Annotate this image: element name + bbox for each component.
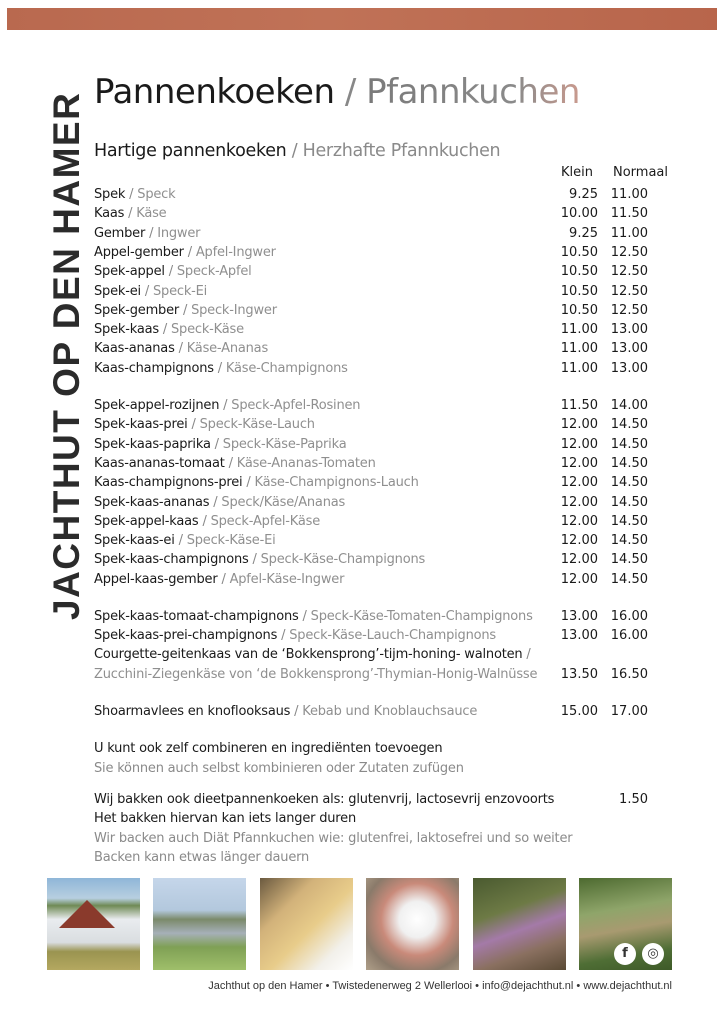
item-name-nl: Gember: [94, 225, 146, 241]
price-normaal: 13.00: [610, 322, 648, 338]
item-separator: /: [145, 225, 158, 241]
item-name-de: Speck-Käse-Lauch-Champignons: [289, 628, 497, 643]
item-name-de: Zucchini-Ziegenkäse von ‘de Bokkensprong’-Thymian-Honig-Walnüsse: [94, 667, 538, 682]
item-name-de: Käse-Ananas: [186, 341, 269, 357]
price-klein: 12.00: [560, 417, 598, 433]
item-name-nl: Spek-kaas-paprika: [94, 436, 211, 452]
menu-item: [94, 435, 346, 454]
price-normaal: 12.50: [610, 264, 648, 280]
item-separator: /: [179, 302, 192, 318]
price-klein: 12.00: [560, 533, 598, 549]
item-name-nl: Courgette-geitenkaas van de ‘Bokkensprong’-tijm-honing- walnoten: [94, 647, 523, 662]
item-name-de: Ingwer: [157, 225, 201, 241]
price-klein: 12.00: [560, 513, 598, 529]
price-normaal: 14.50: [610, 475, 648, 491]
item-name-de: Speck-Käse-Tomaten-Champignons: [310, 609, 533, 624]
menu-item: [94, 570, 344, 589]
price-normaal: 16.50: [610, 667, 648, 682]
item-separator: /: [174, 533, 187, 549]
item-name-de: Speck/Käse/Ananas: [221, 494, 346, 510]
item-separator: /: [210, 436, 223, 452]
instagram-icon[interactable]: ◎: [642, 943, 664, 965]
note-diet-de: Wir backen auch Diät Pfannkuchen wie: glutenfrei, laktosefrei und so weiter: [94, 831, 573, 846]
item-name-de: Kebab und Knoblauchsauce: [302, 704, 478, 719]
item-separator: /: [217, 571, 230, 587]
price-normaal: 12.50: [610, 302, 648, 318]
price-normaal: 11.00: [610, 225, 648, 241]
price-klein: 11.00: [560, 322, 598, 338]
menu-item: [94, 473, 419, 492]
item-separator: /: [183, 244, 196, 260]
item-name-nl: Appel-kaas-gember: [94, 571, 218, 587]
price-normaal: 11.00: [610, 187, 648, 202]
column-header-normaal: Normaal: [613, 165, 669, 180]
item-name-nl: Spek-kaas-champignons: [94, 552, 249, 568]
item-name-de: Käse-Ananas-Tomaten: [236, 455, 376, 471]
price-klein: 9.25: [569, 187, 598, 202]
price-normaal: 14.50: [610, 533, 648, 549]
menu-item: [94, 224, 200, 243]
photo-terrace-guests: [473, 878, 566, 970]
item-name-nl: Kaas-champignons-prei: [94, 475, 243, 491]
brand-vertical-title: JACHTHUT OP DEN HAMER: [46, 91, 87, 620]
section-heading-de: Herzhafte Pfannkuchen: [302, 141, 501, 161]
item-name-nl: Spek-appel-kaas: [94, 513, 203, 529]
item-separator: /: [209, 494, 222, 510]
item-name-nl: Spek-kaas: [94, 322, 159, 338]
item-separator: /: [202, 513, 211, 529]
item-name-de: Speck-Käse-Ei: [186, 533, 276, 549]
item-separator: /: [213, 360, 226, 376]
photo-restaurant-building: [47, 878, 140, 970]
section-heading-nl: Hartige pannenkoeken: [94, 141, 287, 161]
item-name-de: Speck: [137, 187, 176, 202]
item-separator: /: [174, 341, 187, 357]
price-klein: 12.00: [560, 552, 598, 568]
note-diet-nl: Wij bakken ook dieetpannenkoeken als: glutenvrij, lactosevrij enzovoorts: [94, 792, 555, 807]
section-heading-separator: /: [286, 141, 303, 161]
section-heading: [94, 141, 500, 161]
item-name-nl: Spek-gember: [94, 302, 180, 318]
photo-pancake-dish: [366, 878, 459, 970]
price-klein: 12.00: [560, 436, 598, 452]
price-normaal: 16.00: [610, 628, 648, 643]
note-combine-nl: U kunt ook zelf combineren en ingrediënten toevoegen: [94, 741, 443, 756]
facebook-icon[interactable]: f: [614, 943, 636, 965]
note-diet-nl-2: Het bakken hiervan kan iets langer duren: [94, 811, 356, 826]
item-name-nl: Spek: [94, 187, 126, 202]
note-diet-de-2: Backen kann etwas länger dauern: [94, 850, 310, 865]
menu-item: [94, 415, 315, 434]
menu-item-shoarma: [94, 702, 477, 721]
price-normaal: 13.00: [610, 360, 648, 376]
price-klein: 10.50: [560, 283, 598, 299]
menu-item: [94, 396, 360, 415]
item-name-de: Käse-Champignons-Lauch: [254, 475, 419, 491]
item-name-nl: Kaas-ananas-tomaat: [94, 455, 229, 471]
item-name-de: Speck-Apfel-Käse: [210, 513, 321, 529]
price-normaal: 14.50: [610, 455, 648, 471]
price-normaal: 14.50: [610, 571, 648, 587]
menu-item: [94, 262, 252, 281]
price-normaal: 17.00: [610, 704, 648, 719]
menu-item: [94, 339, 268, 358]
photo-syrup-jar: [260, 878, 353, 970]
menu-item-courgette-nl: [94, 645, 531, 664]
item-name-de: Speck-Käse-Lauch: [199, 417, 315, 433]
item-separator: /: [248, 552, 261, 568]
menu-item-courgette-de: [94, 665, 537, 684]
menu-item: [94, 493, 345, 512]
item-separator: /: [158, 322, 171, 338]
menu-item: [94, 243, 276, 262]
menu-item: [94, 607, 533, 626]
price-normaal: 14.00: [610, 398, 648, 413]
item-name-de: Apfel-Käse-Ingwer: [229, 571, 345, 587]
note-combine-de: Sie können auch selbst kombinieren oder Zutaten zufügen: [94, 761, 464, 776]
item-separator: /: [242, 475, 255, 491]
item-name-de: Speck-Ei: [152, 283, 208, 299]
footer-contact: Jachthut op den Hamer • Twistedenerweg 2 Wellerlooi • info@dejachthut.nl • www.dejachthut.nl: [208, 980, 672, 992]
price-klein: 10.50: [560, 264, 598, 280]
price-klein: 11.50: [560, 398, 598, 413]
menu-item: [94, 454, 376, 473]
price-klein: 11.00: [560, 341, 598, 357]
title-separator: /: [334, 72, 367, 112]
item-name-de: Speck-Ingwer: [191, 302, 277, 318]
item-separator: /: [164, 264, 177, 280]
item-separator: /: [228, 455, 237, 471]
item-name-de: Speck-Käse-Champignons: [260, 552, 426, 568]
item-name-nl: Shoarmavlees en knoflooksaus: [94, 704, 291, 719]
item-separator: /: [124, 206, 137, 222]
item-name-nl: Kaas: [94, 206, 125, 222]
price-klein: 13.00: [560, 628, 598, 643]
top-accent-bar: [7, 8, 717, 30]
item-name-nl: Spek-kaas-ei: [94, 533, 175, 549]
menu-item: [94, 185, 175, 204]
menu-item: [94, 531, 276, 550]
menu-item: [94, 359, 348, 378]
price-normaal: 14.50: [610, 494, 648, 510]
price-klein: 9.25: [569, 225, 598, 241]
price-normaal: 14.50: [610, 552, 648, 568]
price-normaal: 16.00: [610, 609, 648, 624]
item-name-de: Käse: [136, 206, 167, 222]
title-nl: Pannenkoeken: [94, 72, 335, 112]
menu-item: [94, 320, 244, 339]
menu-item: [94, 301, 277, 320]
item-name-de: Käse-Champignons: [225, 360, 348, 376]
menu-item: [94, 204, 166, 223]
item-name-nl: Kaas-champignons: [94, 360, 214, 376]
price-klein: 10.50: [560, 244, 598, 260]
item-separator: /: [277, 628, 290, 643]
item-name-de: Speck-Apfel: [176, 264, 252, 280]
item-name-nl: Spek-appel: [94, 264, 165, 280]
price-normaal: 11.50: [610, 206, 648, 222]
item-name-de: Speck-Käse-Paprika: [222, 436, 347, 452]
item-name-de: Apfel-Ingwer: [195, 244, 276, 260]
item-name-nl: Spek-kaas-tomaat-champignons: [94, 609, 299, 624]
price-klein: 10.00: [560, 206, 598, 222]
column-header-klein: Klein: [561, 165, 593, 180]
item-separator: /: [290, 704, 303, 719]
price-klein: 12.00: [560, 571, 598, 587]
price-klein: 13.50: [560, 667, 598, 682]
menu-item: [94, 626, 496, 645]
item-name-nl: Spek-kaas-prei: [94, 417, 188, 433]
page-title: [94, 72, 580, 112]
item-name-nl: Spek-ei: [94, 283, 141, 299]
item-separator: /: [140, 283, 153, 299]
item-separator: /: [522, 647, 531, 662]
menu-item: [94, 282, 207, 301]
price-klein: 12.00: [560, 475, 598, 491]
price-normaal: 13.00: [610, 341, 648, 357]
menu-item: [94, 550, 425, 569]
item-name-de: Speck-Käse: [170, 322, 244, 338]
price-normaal: 12.50: [610, 283, 648, 299]
price-normaal: 12.50: [610, 244, 648, 260]
item-separator: /: [298, 609, 311, 624]
item-name-nl: Kaas-ananas: [94, 341, 175, 357]
price-klein: 12.00: [560, 494, 598, 510]
price-klein: 11.00: [560, 360, 598, 376]
title-de: Pfannkuchen: [366, 72, 580, 112]
item-name-nl: Spek-appel-rozijnen: [94, 398, 220, 413]
item-separator: /: [125, 187, 138, 202]
price-klein: 15.00: [560, 704, 598, 719]
price-normaal: 14.50: [610, 513, 648, 529]
item-name-nl: Spek-kaas-prei-champignons: [94, 628, 278, 643]
item-separator: /: [187, 417, 200, 433]
price-normaal: 14.50: [610, 436, 648, 452]
menu-item: [94, 512, 320, 531]
price-klein: 13.00: [560, 609, 598, 624]
price-klein: 12.00: [560, 455, 598, 471]
item-separator: /: [219, 398, 232, 413]
item-name-de: Speck-Apfel-Rosinen: [231, 398, 361, 413]
price-klein: 10.50: [560, 302, 598, 318]
price-diet-surcharge: 1.50: [619, 792, 648, 807]
price-normaal: 14.50: [610, 417, 648, 433]
item-name-nl: Spek-kaas-ananas: [94, 494, 210, 510]
item-name-nl: Appel-gember: [94, 244, 184, 260]
photo-river-landscape: [153, 878, 246, 970]
